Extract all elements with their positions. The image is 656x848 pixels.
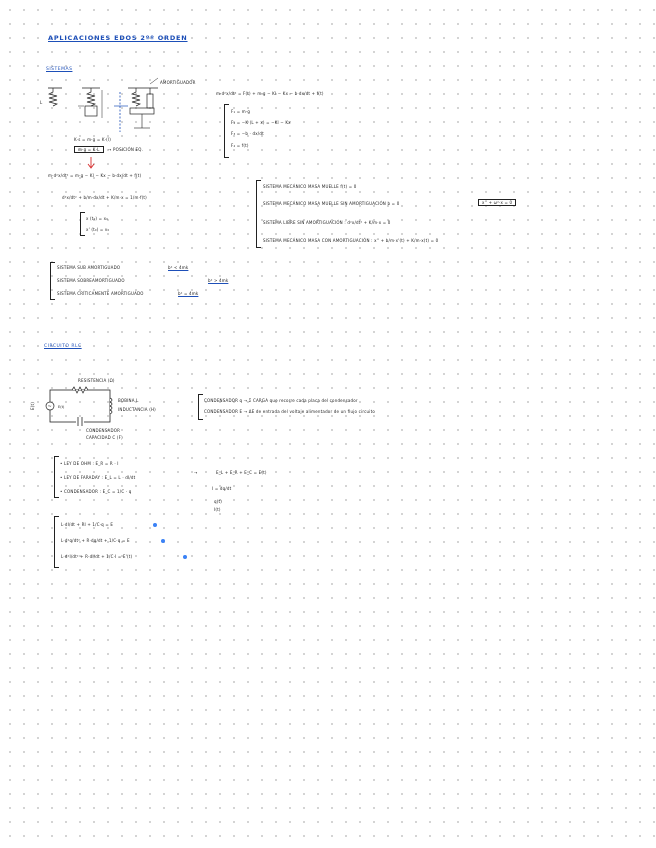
- system-line-1: SISTEMA MECÁNICO MASA MUELLE f(t) = 0: [263, 184, 357, 189]
- label-condensador: CONDENSADOR: [86, 428, 121, 433]
- current-eq: I = dq/dt: [212, 486, 232, 491]
- page-title: APLICACIONES EDOS 2ºº ORDEN: [48, 34, 188, 42]
- system-line-4: SISTEMA MECÁNICO MASA CON AMORTIGUACIÓN : x'' + b/m·x'(t) + K/m·x(t) = 0: [263, 238, 439, 243]
- label-bobina: BOBINA L: [118, 398, 139, 403]
- initial-condition-x: x (t₀) = x₀: [86, 216, 108, 221]
- marker-dot-2: [160, 538, 166, 544]
- law-condensador: • CONDENSADOR : E_C = 1/C · q: [60, 489, 132, 494]
- label-capacidad: CAPACIDAD C (F): [86, 435, 123, 440]
- boxed-eq-note: → POSICIÓN EQ.: [108, 147, 144, 152]
- rlc-equation-3: L·d²I/dt² + R·dI/dt + 1/C·I = E'(t): [61, 554, 133, 559]
- solution-label-3: SISTEMA CRÍTICAMENTE AMORTIGUADO: [57, 291, 144, 296]
- system-line-2-boxed: x'' + ω²·x = 0: [478, 199, 516, 206]
- derivation-line-2: d²x/dt² + b/m·dx/dt + K/m·x = 1/m·f(t): [62, 195, 147, 200]
- solution-label-2: SISTEMA SOBREAMORTIGUADO: [57, 278, 125, 283]
- initial-condition-v: x' (t₀) = v₀: [86, 227, 110, 232]
- main-equation: m·d²x/dt² = F(t) + m·g − Kl − Kx − b·dx/dt + f(t): [216, 91, 324, 96]
- system-line-3: SISTEMA LIBRE SIN AMORTIGUACIÓN : d²x/dt² + K/m·x = 0: [263, 220, 391, 225]
- law-ohm: • LEY DE OHM : E_R = R · I: [60, 461, 119, 466]
- svg-text:~: ~: [47, 404, 52, 410]
- marker-dot-3: [182, 554, 188, 560]
- derivation-line-1: m·d²x/dt² = m·g − Kl − Kx − b·dx/dt + f(t): [48, 173, 142, 178]
- solution-eq-2: b² > 4mk: [208, 278, 229, 283]
- rlc-equation-1: L·dI/dt + RI + 1/C·q = E: [61, 522, 114, 527]
- spring-mass-diagram: [38, 84, 188, 144]
- marker-dot-1: [152, 522, 158, 528]
- rlc-equation-2: L·d²q/dt² + R·dq/dt + 1/C·q = E: [61, 538, 130, 543]
- term-it: I(t): [214, 507, 221, 512]
- note-condensador-q: CONDENSADOR q → Σ CARGA que recorre cada placa del condensador: [204, 398, 358, 403]
- definition-f1: F₁ = m·g: [231, 109, 251, 114]
- solution-eq-1: b² < 4mk: [168, 265, 189, 270]
- note-condensador-e: CONDENSADOR E → ΔE de entrada del voltaje alimentador de un flujo circuito: [204, 409, 375, 414]
- system-line-2: SISTEMA MECÁNICO MASA MUELLE SIN AMORTIGUACIÓN b = 0: [263, 201, 400, 206]
- red-arrow-icon: [86, 157, 96, 171]
- kirchhoff-eq: E_L + E_R + E_C = E(t): [216, 470, 267, 475]
- svg-text:L: L: [40, 100, 43, 105]
- label-resistencia: RESISTENCIA (Ω): [78, 378, 115, 383]
- section-heading-sistemas: SISTEMAS: [46, 67, 73, 72]
- rlc-circuit-diagram: [42, 386, 122, 426]
- label-amortiguador: AMORTIGUADOR: [160, 80, 196, 85]
- label-inductancia: INDUCTANCIA (H): [118, 407, 156, 412]
- boxed-eq-equilibrium: m·g = K·L: [74, 146, 104, 153]
- svg-text:E(t): E(t): [58, 405, 65, 409]
- section-heading-circuito-rlc: CIRCUITO RLC: [44, 344, 82, 349]
- definition-f3: F₃ = −b · dx/dt: [231, 131, 264, 136]
- definition-f2: F₂ = −K (L + x) = −Kl − Kx: [231, 120, 291, 125]
- label-left-source: E(t): [30, 401, 35, 410]
- term-qt: q(t): [214, 499, 223, 504]
- law-faraday: • LEY DE FARADAY : E_L = L · dI/dt: [60, 475, 136, 480]
- solution-eq-3: b² = 4mk: [178, 291, 199, 296]
- definition-f4: F₄ = f(t): [231, 143, 249, 148]
- solution-label-1: SISTEMA SUB AMORTIGUADO: [57, 265, 121, 270]
- kirchhoff-arrow: →: [194, 470, 198, 475]
- eq-static: K·s = m·g = K·(l): [74, 137, 112, 142]
